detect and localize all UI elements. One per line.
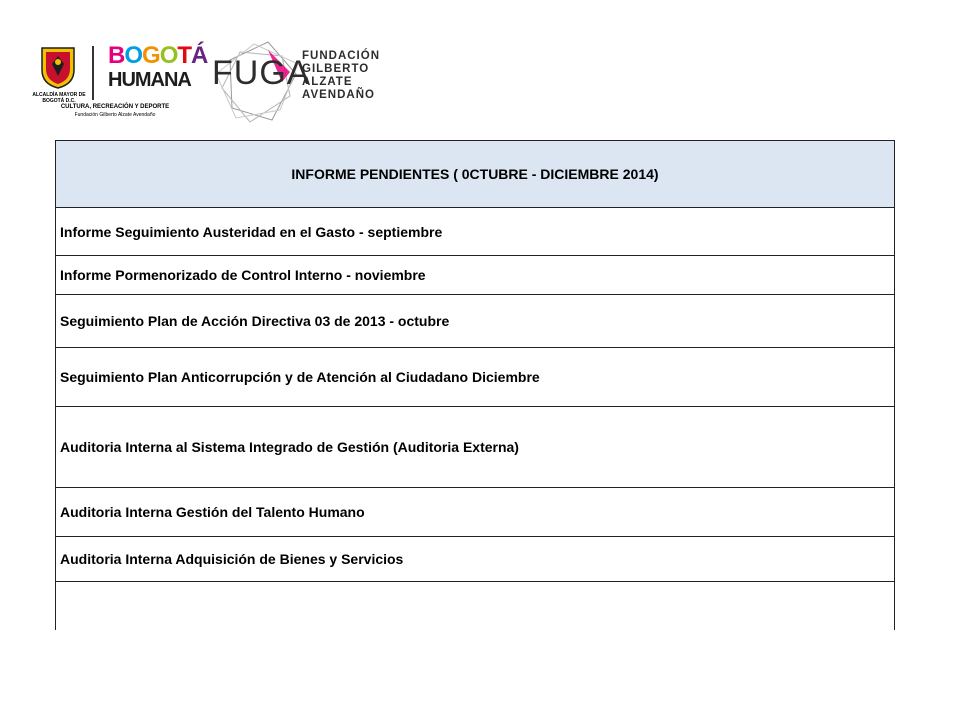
row-text: Seguimiento Plan Anticorrupción y de Atención al Ciudadano Diciembre xyxy=(60,369,540,385)
row-text: Informe Pormenorizado de Control Interno - noviembre xyxy=(60,267,426,283)
table-row xyxy=(55,407,895,488)
row-text: Seguimiento Plan de Acción Directiva 03 de 2013 - octubre xyxy=(60,313,450,329)
table-row xyxy=(55,256,895,295)
table-row xyxy=(55,488,895,537)
fuga-wordmark: FUGA xyxy=(212,54,311,92)
humana-wordmark: HUMANA xyxy=(108,69,191,91)
table-row xyxy=(55,295,895,348)
bogota-wordmark: BOGOTÁ xyxy=(108,42,208,69)
table-row xyxy=(55,537,895,582)
bogota-humana-logo xyxy=(30,40,208,122)
fuga-logo xyxy=(210,38,390,128)
table-row xyxy=(55,348,895,407)
row-text: Auditoria Interna al Sistema Integrado de Gestión (Auditoria Externa) xyxy=(60,439,519,455)
table-row-empty xyxy=(55,582,895,630)
cultura-label: CULTURA, RECREACIÓN Y DEPORTE xyxy=(60,104,170,110)
fundacion-name: FUNDACIÓN GILBERTO ALZATE AVENDAÑO xyxy=(302,50,380,101)
row-text: Informe Seguimiento Austeridad en el Gasto - septiembre xyxy=(60,223,443,240)
fundacion-small-label: Fundación Gilberto Alzate Avendaño xyxy=(74,112,156,118)
table-row xyxy=(55,208,895,256)
table-title: INFORME PENDIENTES ( 0CTUBRE - DICIEMBRE 2014) xyxy=(291,166,659,182)
logo-divider xyxy=(92,46,94,100)
table-header xyxy=(55,140,895,208)
bogota-crest-icon xyxy=(38,44,78,90)
alcaldia-label: ALCALDÍA MAYOR DE BOGOTÁ D.C. xyxy=(32,92,86,104)
pending-reports-table xyxy=(55,140,895,630)
row-text: Auditoria Interna Gestión del Talento Humano xyxy=(60,504,365,520)
row-text: Auditoria Interna Adquisición de Bienes y Servicios xyxy=(60,551,404,567)
